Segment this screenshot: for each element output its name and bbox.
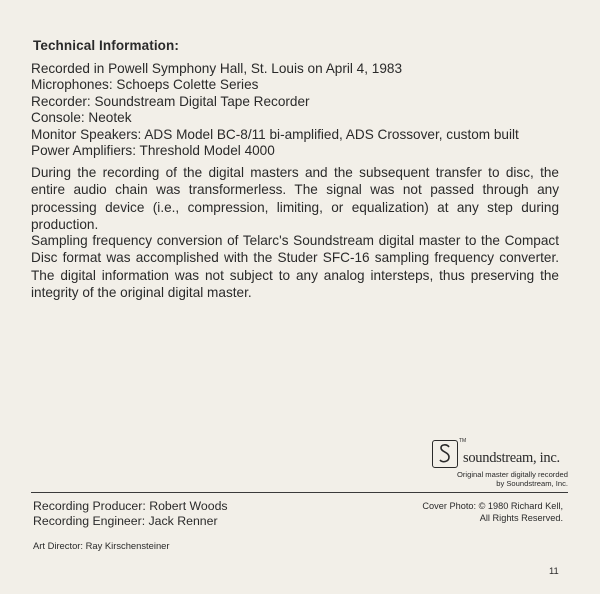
technical-details-list (31, 61, 571, 159)
photo-credit-line-1: Cover Photo: © 1980 Richard Kell, (422, 501, 563, 511)
recording-credits (33, 499, 228, 529)
recorder-line: Recorder: Soundstream Digital Tape Recorder (31, 93, 310, 109)
monitor-speakers-line: Monitor Speakers: ADS Model BC-8/11 bi-amplified, ADS Crossover, custom built (31, 126, 519, 142)
logo-caption-line-1: Original master digitally recorded (457, 470, 568, 479)
page-number: 11 (549, 565, 559, 576)
art-director-credit: Art Director: Ray Kirschensteiner (33, 540, 170, 551)
power-amplifiers-line: Power Amplifiers: Threshold Model 4000 (31, 143, 275, 159)
engineer-credit: Recording Engineer: Jack Renner (33, 514, 218, 528)
console-line: Console: Neotek (31, 110, 132, 126)
technical-information-heading: Technical Information: (33, 38, 179, 53)
audio-chain-paragraph: During the recording of the digital masters and the subsequent transfer to disc, the entire audio chain was transformerless. The signal was not passed through any processing device (i.e., compression, limiting, or equalization) at any step during production. (31, 165, 559, 232)
divider-rule (31, 492, 568, 493)
recording-location-line: Recorded in Powell Symphony Hall, St. Louis on April 4, 1983 (31, 61, 403, 76)
soundstream-mark-icon (432, 440, 458, 468)
microphones-line: Microphones: Schoeps Colette Series (31, 77, 259, 93)
soundstream-wordmark: soundstream, inc. (463, 450, 560, 466)
producer-credit: Recording Producer: Robert Woods (33, 499, 228, 513)
sampling-conversion-paragraph: Sampling frequency conversion of Telarc's Soundstream digital master to the Compact Disc format was accomplished with the Studer SFC-16 sampling frequency converter. The digital information was not subject to any analog intersteps, thus preserving the integrity of the original digital master. (31, 233, 559, 300)
logo-caption-line-2: by Soundstream, Inc. (496, 479, 568, 488)
trademark-mark: TM (459, 438, 467, 444)
photo-credit-line-2: All Rights Reserved. (479, 513, 563, 523)
logo-caption (432, 470, 568, 488)
cover-photo-credit (385, 500, 563, 524)
